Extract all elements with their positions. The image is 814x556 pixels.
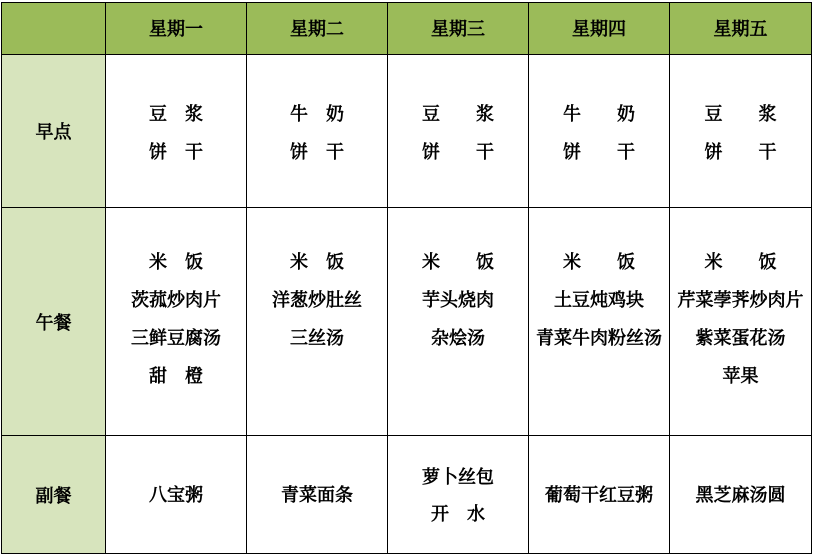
menu-item: 八宝粥 [149, 485, 203, 506]
menu-item: 米 饭 [704, 252, 777, 273]
side-thu-cell [529, 436, 670, 554]
meal-label-breakfast: 早点 [2, 55, 106, 208]
menu-item: 芹菜荸荠炒肉片 [677, 290, 804, 311]
menu-item: 洋葱炒肚丝 [272, 290, 362, 311]
menu-item: 紫菜蛋花汤 [695, 328, 786, 349]
menu-item: 米 饭 [149, 252, 203, 273]
menu-item: 饼 干 [422, 141, 494, 163]
menu-item: 开 水 [431, 503, 485, 525]
day-header-tue: 星期二 [247, 3, 388, 55]
menu-item: 饼 干 [149, 141, 203, 163]
breakfast-mon-cell [106, 55, 247, 208]
menu-item: 米 饭 [563, 252, 635, 273]
side-tue-cell [247, 436, 388, 554]
day-header-thu: 星期四 [529, 3, 670, 55]
breakfast-thu-cell [529, 55, 670, 208]
menu-item: 三丝汤 [290, 328, 344, 349]
lunch-row [2, 208, 812, 436]
side-mon-cell [106, 436, 247, 554]
menu-item: 甜 橙 [149, 366, 203, 387]
menu-item: 牛 奶 [563, 103, 635, 125]
menu-item: 豆 浆 [704, 103, 777, 125]
side-fri-cell [670, 436, 812, 554]
breakfast-fri-cell [670, 55, 812, 208]
day-header-wed: 星期三 [388, 3, 529, 55]
menu-item: 豆 浆 [422, 103, 494, 125]
weekly-menu-table [1, 2, 812, 554]
menu-item: 茨菰炒肉片 [131, 290, 221, 311]
menu-item: 青菜牛肉粉丝汤 [536, 328, 662, 349]
breakfast-wed-cell [388, 55, 529, 208]
menu-item: 饼 干 [704, 141, 777, 163]
menu-item: 青菜面条 [281, 485, 353, 506]
lunch-wed-cell [388, 208, 529, 436]
menu-item: 豆 浆 [149, 103, 203, 125]
meal-label-lunch: 午餐 [2, 208, 106, 436]
lunch-mon-cell [106, 208, 247, 436]
side-meal-row [2, 436, 812, 554]
day-header-fri: 星期五 [670, 3, 812, 55]
day-header-mon: 星期一 [106, 3, 247, 55]
menu-item: 杂烩汤 [431, 328, 485, 349]
menu-item: 米 饭 [290, 252, 344, 273]
menu-item: 葡萄干红豆粥 [545, 485, 653, 506]
side-wed-cell [388, 436, 529, 554]
menu-item: 饼 干 [290, 141, 344, 163]
lunch-thu-cell [529, 208, 670, 436]
menu-item: 黑芝麻汤圆 [695, 485, 786, 506]
lunch-fri-cell [670, 208, 812, 436]
menu-item: 土豆炖鸡块 [554, 290, 644, 311]
meal-label-side: 副餐 [2, 436, 106, 554]
menu-item: 饼 干 [563, 141, 635, 163]
menu-item: 苹果 [722, 366, 759, 387]
menu-item: 三鲜豆腐汤 [131, 328, 221, 349]
menu-item: 芋头烧肉 [422, 290, 494, 311]
breakfast-tue-cell [247, 55, 388, 208]
menu-item: 米 饭 [422, 252, 494, 273]
breakfast-row [2, 55, 812, 208]
corner-cell [2, 3, 106, 55]
header-row [2, 3, 812, 55]
menu-item: 牛 奶 [290, 103, 344, 125]
lunch-tue-cell [247, 208, 388, 436]
menu-item: 萝卜丝包 [422, 466, 494, 488]
